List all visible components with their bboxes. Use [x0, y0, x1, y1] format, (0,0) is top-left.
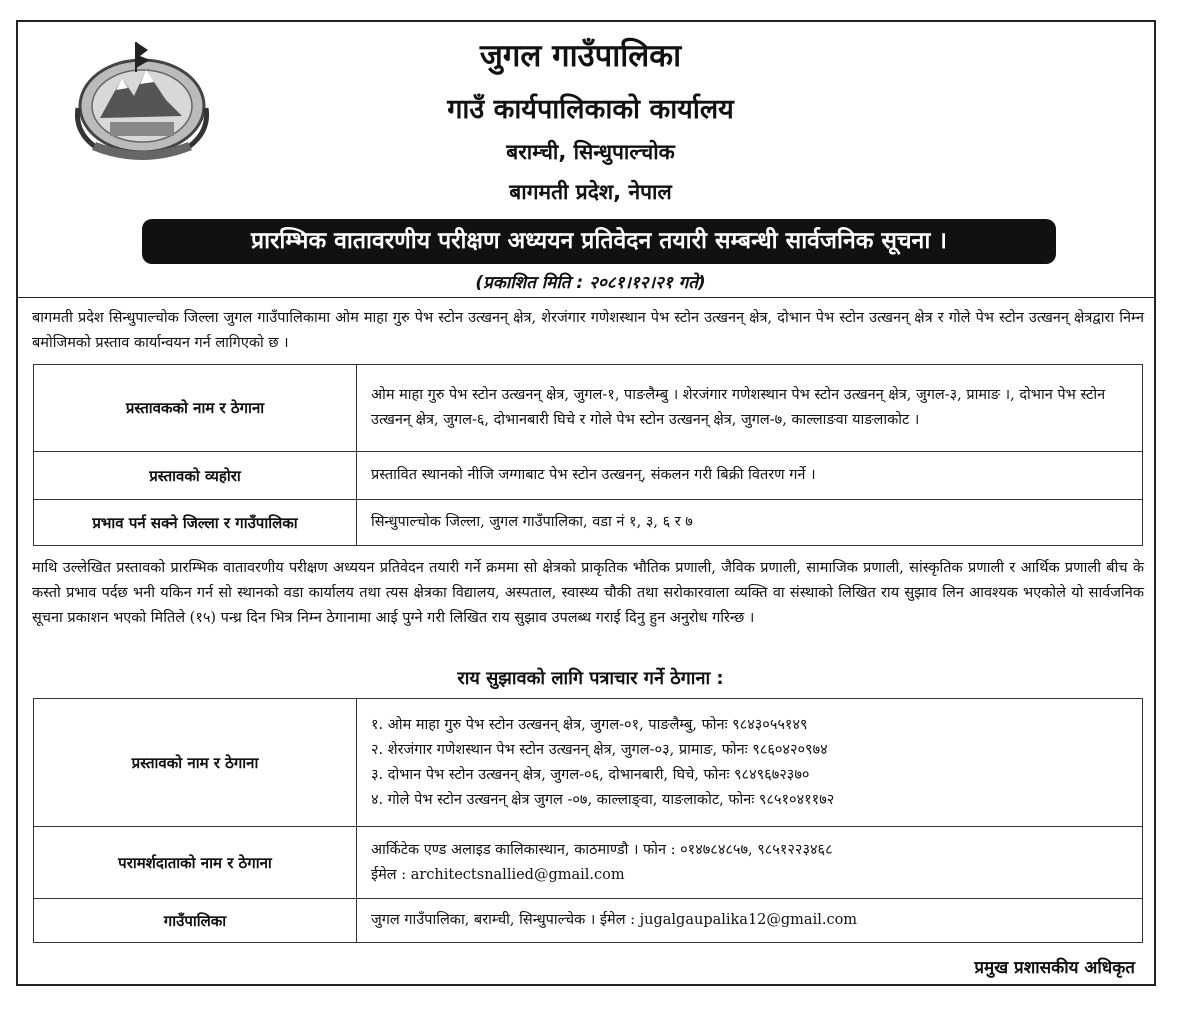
row-label: प्रभाव पर्न सक्ने जिल्ला र गाउँपालिका [34, 500, 357, 546]
table-row [34, 452, 1143, 500]
table-row [34, 899, 1143, 943]
contact-line: १. ओम माहा गुरु पेभ स्टोन उत्खनन् क्षेत्र, जुगल-०१, पाङलैम्बु, फोनः ९८४३०५५१४९ [371, 716, 808, 733]
table-row [34, 500, 1143, 546]
table-row [34, 699, 1143, 827]
row-value [357, 899, 1143, 943]
row-label: परामर्शदाताको नाम र ठेगाना [34, 827, 357, 899]
divider [18, 297, 1154, 298]
published-date: (प्रकाशित मिति : २०८१।१२।२१ गते) [475, 273, 706, 293]
consultant-email: ईमेल : architectsnallied@gmail.com [371, 866, 625, 883]
row-value: सिन्धुपाल्चोक जिल्ला, जुगल गाउँपालिका, वडा नं १, ३, ६ र ७ [357, 500, 1143, 546]
row-value [357, 699, 1143, 827]
province-country: बागमती प्रदेश, नेपाल [509, 180, 672, 204]
contact-line: ४. गोले पेभ स्टोन उत्खनन् क्षेत्र जुगल -०७, काल्लाङ्वा, याङलाकोट, फोनः ९८५१०४११७२ [371, 791, 835, 808]
body-paragraph: माथि उल्लेखित प्रस्तावको प्रारम्भिक वातावरणीय परीक्षण अध्ययन प्रतिवेदन तयारी गर्ने क्रममा सो क्षेत्रको प्राकृतिक भौतिक प्रणाली, जैविक प्रणाली, सामाजिक प्रणाली, सांस्कृतिक प्रणाली र आर्थिक प्रणाली बीच के कस्तो प्रभाव पर्दछ भनी यकिन गर्न सो स्थानको वडा कार्यालय तथा त्यस क्षेत्रका विद्यालय, अस्पताल, स्वास्थ्य चौकी तथा सरोकारवाला व्यक्ति वा संस्थाको लिखित राय सुझाव लिन आवश्यक भएकोले यो सार्वजनिक सूचना प्रकाशन भएको मितिले (१५) पन्ध्र दिन भित्र निम्न ठेगानामा आई पुग्ने गरी लिखित राय सुझाव उपलब्ध गराई दिनु हुन अनुरोध गरिन्छ । [32, 560, 1144, 626]
row-value [357, 827, 1143, 899]
table-row [34, 827, 1143, 899]
municipality-name: जुगल गाउँपालिका [479, 38, 682, 74]
notice-title-banner: प्रारम्भिक वातावरणीय परीक्षण अध्ययन प्रतिवेदन तयारी सम्बन्धी सार्वजनिक सूचना । [142, 219, 1056, 264]
row-label: प्रस्तावको नाम र ठेगाना [34, 699, 357, 827]
municipality-contact: जुगल गाउँपालिका, बराम्ची, सिन्धुपाल्चेक । ईमेल : jugalgaupalika12@gmail.com [371, 912, 858, 928]
contact-line: ३. दोभान पेभ स्टोन उत्खनन् क्षेत्र, जुगल-०६, दोभानबारी, घिचे, फोनः ९८४९६७२३७० [371, 766, 810, 783]
table-row [34, 365, 1143, 452]
contact-line: आर्किटेक एण्ड अलाइड कालिकास्थान, काठमाण्डौ । फोन : ०१४७८४८५७, ९८५१२२३४६८ [371, 841, 833, 858]
contact-line: २. शेरजंगार गणेशस्थान पेभ स्टोन उत्खनन् क्षेत्र, जुगल-०३, प्रामाङ, फोनः ९८६०४२०९७४ [371, 741, 828, 758]
office-location: बराम्ची, सिन्धुपाल्चोक [506, 140, 675, 164]
contact-table [33, 698, 1143, 943]
contact-heading: राय सुझावको लागि पत्राचार गर्ने ठेगाना : [457, 668, 724, 689]
row-value: ओम माहा गुरु पेभ स्टोन उत्खनन् क्षेत्र, जुगल-१, पाङलैम्बु । शेरजंगार गणेशस्थान पेभ स्टोन उत्खनन् क्षेत्र, जुगल-३, प्रामाङ ।, दोभान पेभ स्टोन उत्खनन् क्षेत्र, जुगल-६, दोभानबारी घिचे र गोले पेभ स्टोन उत्खनन् क्षेत्र, जुगल-७, काल्लाङवा याङलाकोट । [357, 365, 1143, 452]
office-name: गाउँ कार्यपालिकाको कार्यालय [447, 94, 734, 125]
row-label: गाउँपालिका [34, 899, 357, 943]
proposal-table [33, 364, 1143, 546]
signature-title: प्रमुख प्रशासकीय अधिकृत [974, 958, 1135, 978]
row-label: प्रस्तावकको नाम र ठेगाना [34, 365, 357, 452]
row-label: प्रस्तावको व्यहोरा [34, 452, 357, 500]
intro-paragraph: बागमती प्रदेश सिन्धुपाल्चोक जिल्ला जुगल गाउँपालिकामा ओम माहा गुरु पेभ स्टोन उत्खनन् क्षेत्र, शेरजंगार गणेशस्थान पेभ स्टोन उत्खनन् क्षेत्र, दोभान पेभ स्टोन उत्खनन् क्षेत्र र गोले पेभ स्टोन उत्खनन् क्षेत्रद्वारा निम्न बमोजिमको प्रस्ताव कार्यान्वयन गर्न लागिएको छ । [32, 310, 1144, 351]
row-value: प्रस्तावित स्थानको नीजि जग्गाबाट पेभ स्टोन उत्खनन्, संकलन गरी बिक्री वितरण गर्ने । [357, 452, 1143, 500]
